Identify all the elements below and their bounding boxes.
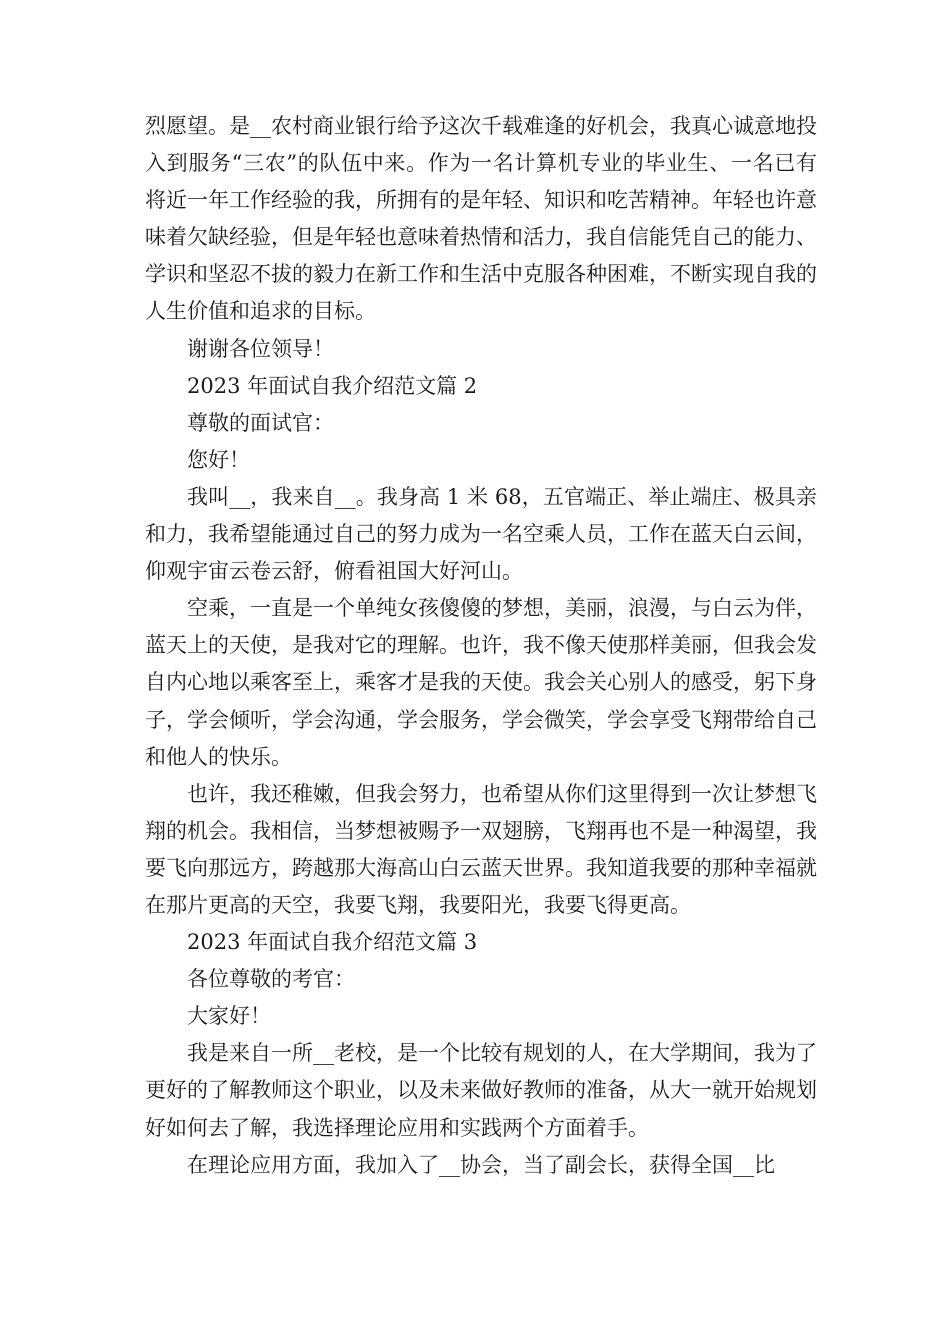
salutation: 尊敬的面试官： xyxy=(187,410,334,435)
salutation: 各位尊敬的考官： xyxy=(187,967,355,992)
section-heading-2: 2023 年面试自我介绍范文篇 2 xyxy=(187,373,478,398)
document-page xyxy=(145,108,817,1184)
greeting: 大家好！ xyxy=(187,1004,271,1029)
paragraph: 在理论应用方面，我加入了__协会，当了副会长，获得全国__比 xyxy=(187,1152,775,1177)
closing-thanks: 谢谢各位领导！ xyxy=(187,336,334,361)
paragraph: 也许，我还稚嫩，但我会努力，也希望从你们这里得到一次让梦想飞翔的机会。我相信，当梦想被赐予一双翅膀，飞翔再也不是一种渴望，我要飞向那远方，跨越那大海高山白云蓝天世界。我知道我要的那种幸福就在那片更高的天空，我要飞翔，我要阳光，我要飞得更高。 xyxy=(145,781,817,917)
paragraph: 空乘，一直是一个单纯女孩傻傻的梦想，美丽，浪漫，与白云为伴，蓝天上的天使，是我对它的理解。也许，我不像天使那样美丽，但我会发自内心地以乘客至上，乘客才是我的天使。我会关心别人的感受，躬下身子，学会倾听，学会沟通，学会服务，学会微笑，学会享受飞翔带给自己和他人的快乐。 xyxy=(145,596,817,769)
paragraph: 我是来自一所__老校，是一个比较有规划的人，在大学期间，我为了更好的了解教师这个职业，以及未来做好教师的准备，从大一就开始规划好如何去了解，我选择理论应用和实践两个方面着手。 xyxy=(145,1041,817,1140)
paragraph-continued: 烈愿望。是__农村商业银行给予这次千载难逢的好机会，我真心诚意地投入到服务“三农”的队伍中来。作为一名计算机专业的毕业生、一名已有将近一年工作经验的我，所拥有的是年轻、知识和吃苦精神。年轻也许意味着欠缺经验，但是年轻也意味着热情和活力，我自信能凭自己的能力、学识和坚忍不拔的毅力在新工作和生活中克服各种困难，不断实现自我的人生价值和追求的目标。 xyxy=(145,114,817,324)
paragraph: 我叫__，我来自__。我身高 1 米 68，五官端正、举止端庄、极具亲和力，我希望能通过自己的努力成为一名空乘人员，工作在蓝天白云间，仰观宇宙云卷云舒，俯看祖国大好河山。 xyxy=(145,484,817,584)
greeting: 您好！ xyxy=(187,447,250,472)
section-heading-3: 2023 年面试自我介绍范文篇 3 xyxy=(187,930,478,955)
